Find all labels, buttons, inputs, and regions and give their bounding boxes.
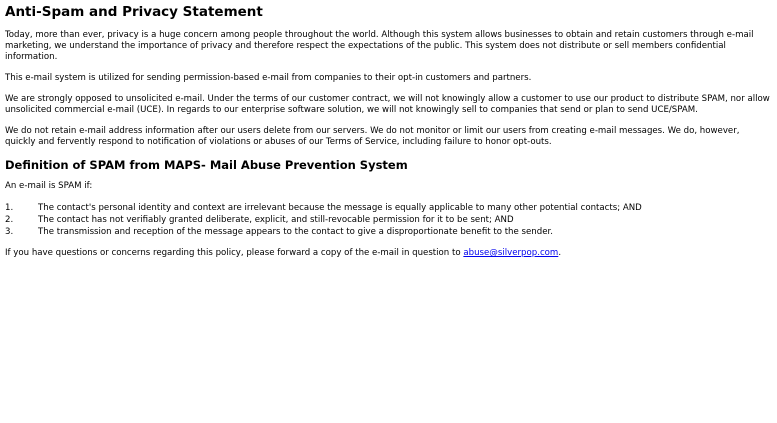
- anti-spam-paragraph: We are strongly opposed to unsolicited e-mail. Under the terms of our customer contract, we will not knowingly allow a customer to use our product to distribute SPAM, nor allow unsolicited commercial e-mail (UCE). In regards to our enterprise software solution, we will not knowingly sell to companies that send or plan to send UCE/SPAM.: [5, 94, 770, 115]
- list-item-number: 3.: [5, 227, 14, 237]
- data-retention-paragraph: We do not retain e-mail address information after our users delete from our servers. We do not monitor or limit our users from creating e-mail messages. We do, however, quickly and fervently respond to notification of violations or abuses of our Terms of Service, including failure to honor opt-outs.: [5, 126, 740, 147]
- privacy-paragraph: Today, more than ever, privacy is a huge concern among people throughout the world. Although this system allows businesses to obtain and retain customers through e-mail marketing, we understand the importance of privacy and therefore respect the expectations of the public. This system does not distribute or sell members confidential information.: [5, 30, 754, 62]
- definition-heading: Definition of SPAM from MAPS- Mail Abuse Prevention System: [5, 158, 408, 172]
- list-item-number: 2.: [5, 215, 14, 225]
- page-title: Anti-Spam and Privacy Statement: [5, 4, 263, 20]
- list-item: [5, 214, 772, 226]
- contact-paragraph: [5, 248, 772, 259]
- list-item: [5, 202, 772, 214]
- list-item: [5, 226, 772, 238]
- list-item-text: The contact has not verifiably granted deliberate, explicit, and still-revocable permission for it to be sent; AND: [38, 215, 514, 225]
- system-usage-paragraph: This e-mail system is utilized for sending permission-based e-mail from companies to their opt-in customers and partners.: [5, 73, 532, 83]
- definition-list: [5, 202, 772, 238]
- list-item-number: 1.: [5, 203, 14, 213]
- abuse-email-link[interactable]: abuse@silverpop.com: [463, 248, 559, 258]
- list-item-text: The transmission and reception of the message appears to the contact to give a disproportionate benefit to the sender.: [38, 227, 553, 237]
- definition-intro: An e-mail is SPAM if:: [5, 181, 93, 191]
- contact-text: If you have questions or concerns regarding this policy, please forward a copy of the e-mail in question to: [5, 248, 464, 258]
- contact-suffix: .: [558, 248, 562, 258]
- list-item-text: The contact's personal identity and context are irrelevant because the message is equally applicable to many other potential contacts; AND: [38, 203, 642, 213]
